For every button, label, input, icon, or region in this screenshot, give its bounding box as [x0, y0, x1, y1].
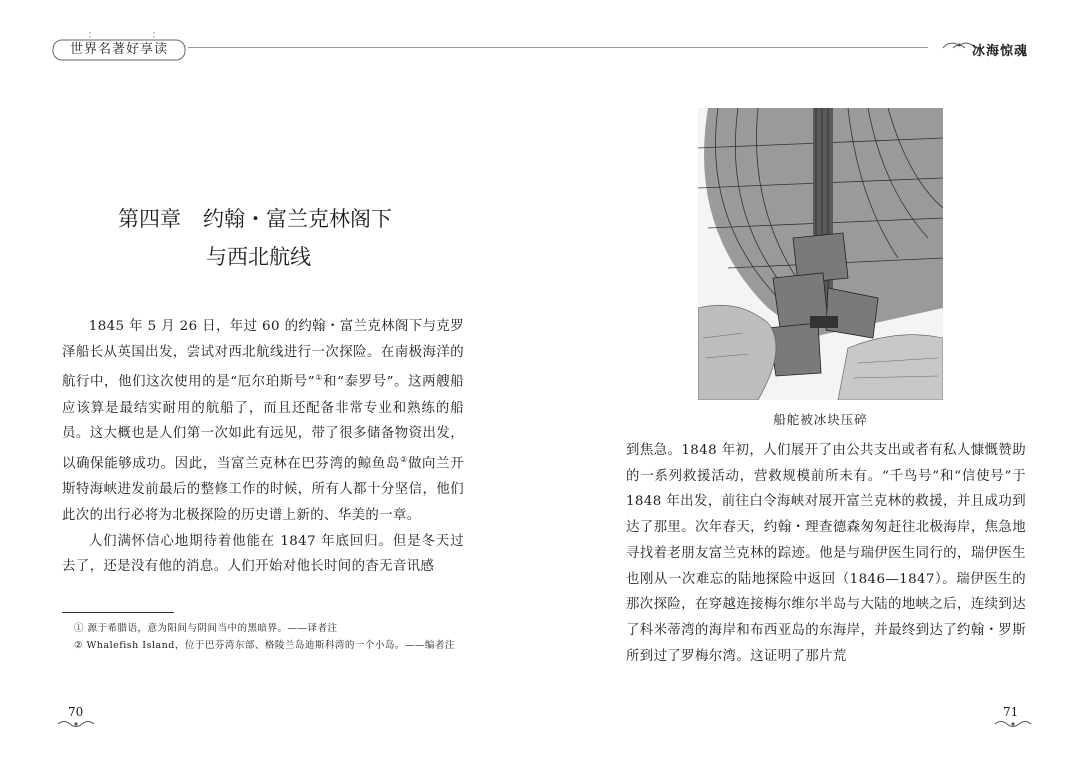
header-rule-right [543, 47, 928, 48]
right-page [543, 0, 1086, 765]
series-header-frame [50, 32, 188, 62]
chapter-title [118, 200, 498, 276]
engraving-image [698, 108, 943, 400]
page-number-left: 70 [68, 705, 84, 719]
header-rule [188, 47, 543, 48]
right-paragraph: 到焦急。1848 年初，人们展开了由公共支出或者有私人慷慨赞助的一系列救援活动，营救规模前所未有。“千鸟号”和“信使号”于 1848 年出发，前往白令海峡对展开富兰克林的救援，并且成功到达了那里。次年春天，约翰・理查德森匆匆赶往北极海岸，焦急地寻找着老朋友富兰克林的踪迹。他是与瑞伊医生同行的，瑞伊医生也刚从一次难忘的陆地探险中返回（1846—1847）。瑞伊医生的那次探险，在穿越连接梅尔维尔半岛与大陆的地峡之后，连续到达了科米蒂湾的海岸和布西亚岛的东海岸，并最终到达了约翰・罗斯所到过了罗梅尔湾。这证明了那片荒 [626, 443, 1026, 664]
ship-rudder-illustration [698, 108, 943, 400]
page-number-ornament-icon [56, 719, 96, 729]
footnotes [62, 620, 462, 654]
chapter-name-line1: 约翰・富兰克林阁下 [203, 207, 392, 231]
page-number-right: 71 [1003, 705, 1019, 719]
footnote-rule [62, 612, 174, 613]
series-title: 世界名著好享读 [69, 42, 168, 57]
footnote-2: ② Whalefish Island，位于巴芬湾东部、格陵兰岛迪斯科湾的一个小岛。——编者注 [74, 640, 455, 651]
right-body-text [626, 438, 1026, 669]
chapter-name-line2: 与西北航线 [206, 245, 311, 269]
paragraph-2: 人们满怀信心地期待着他能在 1847 年底回归。但是冬天过去了，还是没有他的消息。人们开始对他长时间的杳无音讯感 [62, 533, 464, 575]
footnote-ref-2: ② [400, 454, 408, 464]
book-title: 冰海惊魂 [971, 44, 1028, 59]
footnote-1: ① 源于希腊语，意为阳间与阴间当中的黑暗界。——译者注 [74, 623, 338, 634]
footnote-ref-1: ① [315, 373, 324, 383]
chapter-number: 第四章 [118, 207, 181, 231]
paragraph-1: 1845 年 5 月 26 日，年过 60 的约翰・富兰克林阁下与克罗泽船长从英国出发，尝试对西北航线进行一次探险。在南极海洋的航行中，他们这次使用的是“厄尔珀斯号”①和“泰罗号”。这两艘船应该算是最结实耐用的航船了，而且还配备非常专业和熟练的船员。这大概也是人们第一次如此有远见，带了很多储备物资出发，以确保能够成功。因此，当富兰克林在巴芬湾的鲸鱼岛②做向兰开斯特海峡进发前最后的整修工作的时候，所有人都十分坚信，他们此次的出行必将为北极探险的历史谱上新的、华美的一章。 [62, 319, 464, 523]
left-body-text [62, 314, 464, 580]
illustration-caption: 船舵被冰块压碎 [773, 412, 868, 427]
page-number-ornament-icon-right [993, 719, 1033, 729]
